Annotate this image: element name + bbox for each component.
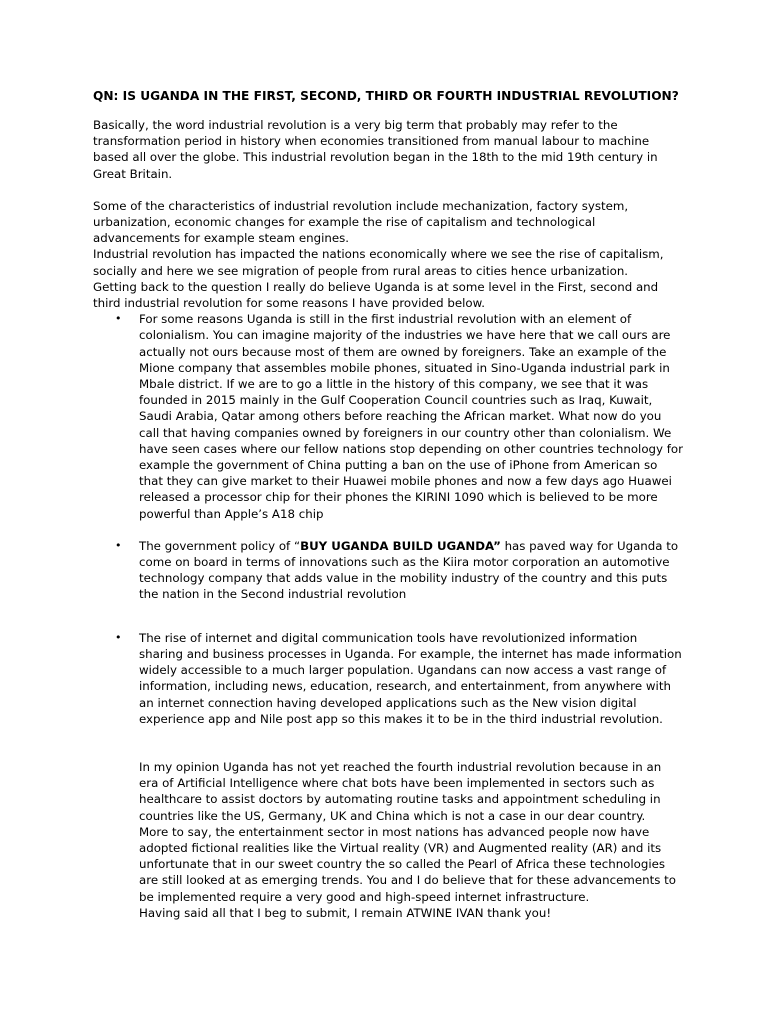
- intro-paragraph-impact: Industrial revolution has impacted the nations economically where we see the rise of capitalism, socially and here we see migration of people from rural areas to cities hence urbanization.: [93, 247, 664, 278]
- paragraph-spacer: [93, 182, 683, 198]
- page-title: QN: IS UGANDA IN THE FIRST, SECOND, THIRD OR FOURTH INDUSTRIAL REVOLUTION?: [93, 89, 679, 103]
- list-item-third-revolution: [93, 630, 683, 727]
- closing-paragraph-entertainment: More to say, the entertainment sector in most nations has advanced people now have adopted fictional realities like the Virtual reality (VR) and Augmented reality (AR) and its unfortunate that in our sweet country the so called the Pearl of Africa these technologies are still looked at as emerging trends. You and I do believe that for these advancements to be implemented require a very good and high-speed internet infrastructure.: [139, 824, 676, 904]
- argument-list: [93, 311, 683, 727]
- policy-slogan: BUY UGANDA BUILD UGANDA”: [300, 538, 501, 553]
- list-item-text-prefix: The government policy of “: [139, 538, 301, 553]
- list-item-first-revolution: [93, 311, 683, 522]
- intro-paragraph-thesis: Getting back to the question I really do believe Uganda is at some level in the First, second and third industrial revolution for some reasons I have provided below.: [93, 279, 659, 311]
- intro-paragraph-characteristics: Some of the characteristics of industrial revolution include mechanization, factory system, urbanization, economic changes for example the rise of capitalism and technological advancements for example steam engines.: [93, 198, 629, 246]
- closing-signoff: Having said all that I beg to submit, I remain ATWINE IVAN thank you!: [139, 905, 552, 920]
- list-item-second-revolution: [93, 538, 683, 603]
- bullet-icon: •: [115, 538, 122, 552]
- closing-paragraph-fourth-revolution: In my opinion Uganda has not yet reached the fourth industrial revolution because in an era of Artificial Intelligence where chat bots have been implemented in sectors such as healthcare to assist doctors by automating routine tasks and appointment scheduling in countries like the US, Germany, UK and China which is not a case in our dear country.: [139, 759, 662, 823]
- document-page: [93, 88, 683, 921]
- bullet-icon: •: [115, 630, 122, 644]
- intro-paragraph-definition: Basically, the word industrial revolution is a very big term that probably may refer to the transformation period in history when economies transitioned from manual labour to machine based all over the globe. This industrial revolution began in the 18th to the mid 19th century in Great Britain.: [93, 118, 658, 181]
- list-item-text-rest: has paved way for Uganda to come on board in terms of innovations such as the Kiira motor corporation an automotive technology company that adds value in the mobility industry of the country and this puts the nation in the Second industrial revolution: [139, 538, 679, 602]
- list-item-text: The rise of internet and digital communication tools have revolutionized information sharing and business processes in Uganda. For example, the internet has made information widely accessible to a much larger population. Ugandans can now access a vast range of information, including news, education, research, and entertainment, from anywhere with an internet connection having developed applications such as the New vision digital experience app and Nile post app so this makes it to be in the third industrial revolution.: [139, 630, 682, 726]
- bullet-icon: •: [115, 312, 122, 326]
- list-item-text: For some reasons Uganda is still in the first industrial revolution with an element of colonialism. You can imagine majority of the industries we have here that we call ours are actually not ours because most of them are owned by foreigners. Take an example of the Mione company that assembles mobile phones, situated in Sino-Uganda industrial park in Mbale district. If we are to go a little in the history of this company, we see that it was founded in 2015 mainly in the Gulf Cooperation Council countries such as Iraq, Kuwait, Saudi Arabia, Qatar among others before reaching the African market. What now do you call that having companies owned by foreigners in our country other than colonialism. We have seen cases where our fellow nations stop depending on other countries technology for example the government of China putting a ban on the use of iPhone from American so that they can give market to their Huawei mobile phones and now a few days ago Huawei released a processor chip for their phones the KIRINI 1090 which is believed to be more powerful than Apple’s A18 chip: [139, 312, 683, 521]
